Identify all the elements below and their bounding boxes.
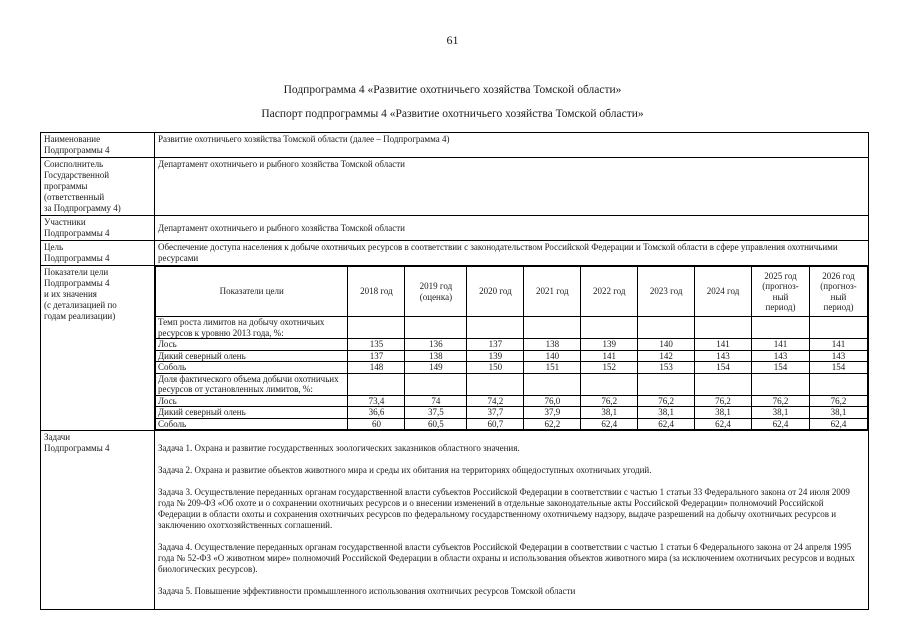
indicator-header: Показатели цели: [156, 267, 348, 317]
indicator-value: 148: [348, 362, 405, 374]
indicator-name: Лось: [156, 395, 348, 407]
row-indicators: [41, 266, 869, 431]
table-row: [156, 350, 868, 362]
indicator-value: 36,6: [348, 407, 405, 419]
indicator-name: Соболь: [156, 418, 348, 430]
indicator-value: 62,4: [809, 418, 867, 430]
indicator-value: 141: [752, 339, 810, 351]
indicator-value: 143: [809, 350, 867, 362]
year-header: 2018 год: [348, 267, 405, 317]
indicator-value: 60: [348, 418, 405, 430]
year-header: 2021 год: [524, 267, 581, 317]
table-row: [156, 407, 868, 419]
indicator-value: 62,4: [638, 418, 695, 430]
subprogram-title: Подпрограмма 4 «Развитие охотничьего хозяйства Томской области»: [283, 84, 622, 96]
indicator-name: Дикий северный олень: [156, 350, 348, 362]
indicator-value: 38,1: [809, 407, 867, 419]
indicator-value: 38,1: [638, 407, 695, 419]
row-label: Цель Подпрограммы 4: [41, 241, 155, 266]
year-header: 2024 год: [695, 267, 752, 317]
year-header: 2026 год (прогноз- ный период): [809, 267, 867, 317]
row-participants: [41, 216, 869, 241]
indicator-value: 38,1: [581, 407, 638, 419]
indicator-value: 143: [752, 350, 810, 362]
indicator-value: 150: [467, 362, 524, 374]
row-label: Задачи Подпрограммы 4: [41, 431, 155, 610]
group-title: Доля фактического объема добычи охотничьих ресурсов от установленных лимитов, %:: [156, 373, 348, 395]
indicator-value: 76,0: [524, 395, 581, 407]
task-item: Задача 1. Охрана и развитие государственных зоологических заказников областного значения.: [158, 443, 520, 453]
indicator-value: 62,2: [524, 418, 581, 430]
indicator-value: 38,1: [695, 407, 752, 419]
indicator-value: 153: [638, 362, 695, 374]
indicator-value: 74: [405, 395, 467, 407]
task-item: Задача 2. Охрана и развитие объектов животного мира и среды их обитания на территориях общедоступных охотничьих угодий.: [158, 465, 652, 475]
indicator-value: 37,5: [405, 407, 467, 419]
indicator-value: 138: [405, 350, 467, 362]
indicator-value: 137: [348, 350, 405, 362]
indicator-value: 76,2: [638, 395, 695, 407]
row-goal: [41, 241, 869, 266]
indicator-name: Дикий северный олень: [156, 407, 348, 419]
task-item: Задача 3. Осуществление переданных органам государственной власти субъектов Российской Федерации в соответствии с частью 1 статьи 33 Федерального закона от 24 июля 2009 года № 209-ФЗ «Об охоте и о сохранении охотничьих ресурсов и о внесении изменений в отдельные законодательные акты Российской Федерации» полномочий Российской Федерации в области охоты и сохранения охотничьих ресурсов по федеральному государственному охотничьему надзору, выдаче разрешений на добычу охотничьих ресурсов и заключению охотхозяйственных соглашений.: [158, 487, 850, 530]
indicator-value: 139: [581, 339, 638, 351]
indicator-value: 141: [809, 339, 867, 351]
table-row: [156, 395, 868, 407]
indicator-value: 149: [405, 362, 467, 374]
row-value: Обеспечение доступа населения к добыче охотничьих ресурсов в соответствии с законодательством Российской Федерации и Томской области в сфере управления охотничьими ресурсами: [155, 241, 869, 266]
year-header: 2019 год (оценка): [405, 267, 467, 317]
indicator-value: 138: [524, 339, 581, 351]
task-item: Задача 4. Осуществление переданных органам государственной власти субъектов Российской Федерации в соответствии с частью 1 статьи 6 Федерального закона от 24 апреля 1995 года № 52-ФЗ «О животном мире» полномочий Российской Федерации в области охраны и использования объектов животного мира (за исключением охотничьих ресурсов и водных биологических ресурсов).: [158, 542, 855, 574]
indicator-header-row: [156, 267, 868, 317]
indicator-value: 152: [581, 362, 638, 374]
indicator-value: 135: [348, 339, 405, 351]
row-label: Участники Подпрограммы 4: [41, 216, 155, 241]
indicator-value: 154: [809, 362, 867, 374]
indicator-value: 142: [638, 350, 695, 362]
indicator-value: 140: [638, 339, 695, 351]
row-name: [41, 133, 869, 158]
row-label: Наименование Подпрограммы 4: [41, 133, 155, 158]
table-row: [156, 339, 868, 351]
indicator-value: 137: [467, 339, 524, 351]
year-header: 2023 год: [638, 267, 695, 317]
group-title: Темп роста лимитов на добычу охотничьих ресурсов к уровню 2013 года, %:: [156, 317, 348, 339]
indicator-value: 141: [695, 339, 752, 351]
indicator-value: 143: [695, 350, 752, 362]
indicator-value: 37,9: [524, 407, 581, 419]
row-label: Показатели цели Подпрограммы 4 и их значения (с детализацией по годам реализации): [41, 266, 155, 431]
indicator-value: 139: [467, 350, 524, 362]
year-header: 2025 год (прогноз- ный период): [752, 267, 810, 317]
indicator-value: 74,2: [467, 395, 524, 407]
indicator-value: 154: [752, 362, 810, 374]
indicator-name: Соболь: [156, 362, 348, 374]
page-number: 61: [446, 33, 459, 47]
group-title-row: [156, 373, 868, 395]
indicator-value: 140: [524, 350, 581, 362]
task-item: Задача 5. Повышение эффективности промышленного использования охотничьих ресурсов Томской области: [158, 586, 576, 596]
indicator-value: 37,7: [467, 407, 524, 419]
table-row: [156, 418, 868, 430]
passport-table: [40, 132, 869, 610]
row-value: Департамент охотничьего и рыбного хозяйства Томской области: [155, 158, 869, 216]
row-value: Развитие охотничьего хозяйства Томской области (далее – Подпрограмма 4): [155, 133, 869, 158]
indicator-cell: [155, 266, 869, 431]
row-label: Соисполнитель Государственной программы (ответственный за Подпрограмму 4): [41, 158, 155, 216]
indicator-value: 76,2: [695, 395, 752, 407]
passport-title: Паспорт подпрограммы 4 «Развитие охотничьего хозяйства Томской области»: [261, 108, 644, 120]
indicator-value: 60,5: [405, 418, 467, 430]
tasks-list: [155, 431, 869, 610]
indicator-value: 38,1: [752, 407, 810, 419]
year-header: 2020 год: [467, 267, 524, 317]
group-title-row: [156, 317, 868, 339]
indicator-value: 60,7: [467, 418, 524, 430]
indicator-table: [155, 266, 868, 430]
table-row: [156, 362, 868, 374]
indicator-value: 62,4: [695, 418, 752, 430]
indicator-value: 141: [581, 350, 638, 362]
indicator-value: 62,4: [752, 418, 810, 430]
indicator-value: 62,4: [581, 418, 638, 430]
indicator-value: 76,2: [752, 395, 810, 407]
indicator-value: 154: [695, 362, 752, 374]
indicator-value: 136: [405, 339, 467, 351]
row-tasks: [41, 431, 869, 610]
indicator-value: 151: [524, 362, 581, 374]
indicator-value: 73,4: [348, 395, 405, 407]
row-executor: [41, 158, 869, 216]
row-value: Департамент охотничьего и рыбного хозяйства Томской области: [155, 216, 869, 241]
indicator-value: 76,2: [809, 395, 867, 407]
indicator-value: 76,2: [581, 395, 638, 407]
year-header: 2022 год: [581, 267, 638, 317]
indicator-name: Лось: [156, 339, 348, 351]
